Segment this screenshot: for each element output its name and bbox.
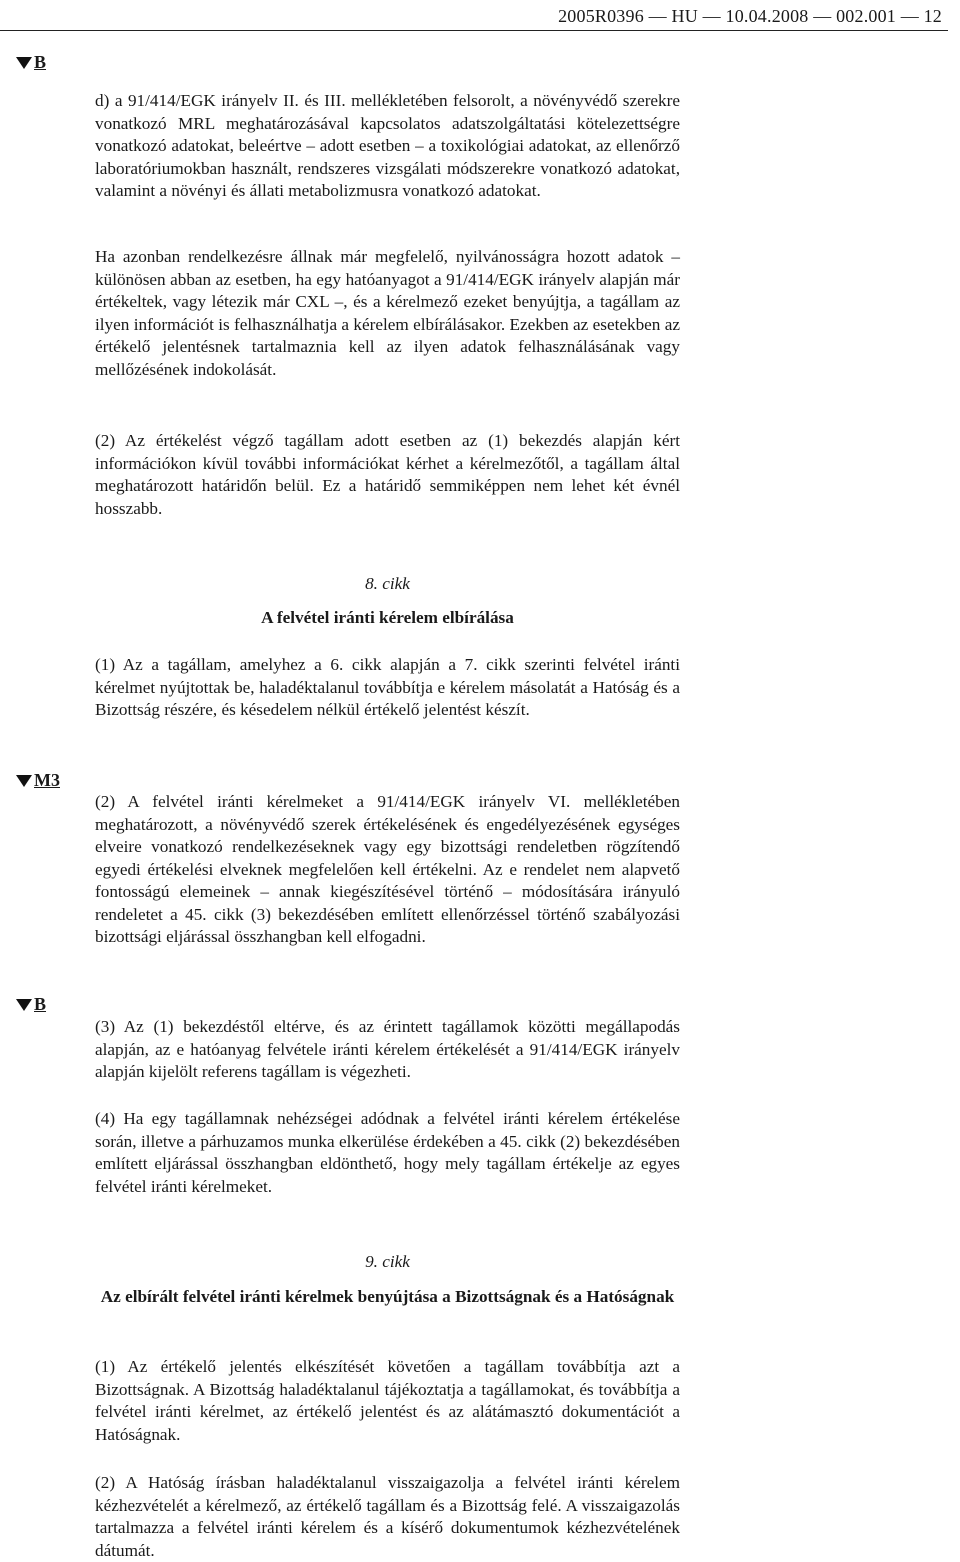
paragraph-8-2: (2) A felvétel iránti kérelmeket a 91/414/EGK irányelv VI. mellékletében meghatározott, a növényvédő szerek értékelésének és engedélyezésének egységes elveire vonatkozó rendelkezéseknek vagy egy bizottsági rendeletben rögzítendő egyedi értékelési elveknek megfelelően kell értékelni. Az e rendelet nem alapvető fontosságú elemeinek – annak kiegészítésével történő – módosítására irányuló rendeletet a 45. cikk (3) bekezdésében említett ellenőrzéssel történő szabályozási bizottsági eljárással összhangban kell elfogadni.: [95, 792, 680, 946]
marker-code: M3: [34, 770, 60, 790]
paragraph-however: Ha azonban rendelkezésre állnak már megfelelő, nyilvánosságra hozott adatok – különösen abban az esetben, ha egy hatóanyagot a 91/414/EGK irányelv alapján már értékeltek, vagy létezik már CXL –, és a kérelmező ezeket benyújtja, a tagállam az ilyen információt is felhasználhatja a kérelem elbírálásakor. Ezekben az esetekben az értékelő jelentésnek tartalmaznia kell az ilyen adatok felhasználásának vagy mellőzésének indokolását.: [95, 247, 680, 379]
triangle-down-icon: [16, 999, 32, 1011]
amendment-marker-b: [16, 994, 46, 1015]
paragraph-8-3: (3) Az (1) bekezdéstől eltérve, és az érintett tagállamok közötti megállapodás alapján, az e hatóanyag felvétele iránti kérelem értékelését a 91/414/EGK irányelv alapján kijelölt referens tagállam is végezheti.: [95, 1017, 680, 1081]
article-9-title: Az elbírált felvétel iránti kérelmek benyújtása a Bizottságnak és a Hatóságnak: [100, 1287, 675, 1306]
paragraph-d: d) a 91/414/EGK irányelv II. és III. mellékletében felsorolt, a növényvédő szerekre vonatkozó MRL meghatározásával kapcsolatos adatszolgáltatási kötelezettségre vonatkozó adatokat, beleértve – adott esetben – a toxikológiai adatokat, az ellenőrző laboratóriumokban használt, rendszeres vizsgálati módszerekre vonatkozó adatokat, valamint a növényi és állati metabolizmusra vonatkozó adatokat.: [95, 91, 680, 200]
marker-code: B: [34, 994, 47, 1014]
paragraph-7-2: (2) Az értékelést végző tagállam adott esetben az (1) bekezdés alapján kért információkon kívül további információkat kérhet a kérelmezőtől, a tagállam által meghatározott határidőn belül. Ez a határidő semmiképpen nem lehet két évnél hosszabb.: [95, 431, 680, 518]
paragraph-8-1: (1) Az a tagállam, amelyhez a 6. cikk alapján a 7. cikk szerinti felvétel iránti kérelmet nyújtottak be, haladéktalanul továbbítja e kérelem másolatát a Hatóság és a Bizottság részére, és késedelem nélkül értékelő jelentést készít.: [95, 655, 680, 719]
paragraph-9-2: (2) A Hatóság írásban haladéktalanul visszaigazolja a felvétel iránti kérelem kézhezvételét a kérelmező, az értékelő tagállam és a Bizottság felé. A visszaigazolás tartalmazza a felvétel iránti kérelem és a kísérő dokumentumok kézhezvételének dátumát.: [95, 1473, 680, 1560]
amendment-marker-m3: [16, 770, 60, 791]
paragraph-9-1: (1) Az értékelő jelentés elkészítését követően a tagállam továbbítja azt a Bizottságnak. A Bizottság haladéktalanul tájékoztatja a tagállamokat, és továbbítja a felvétel iránti kérelmet, az értékelő jelentést és az alátámasztó dokumentációt a Hatóságnak.: [95, 1357, 680, 1444]
article-8-number: 8. cikk: [365, 574, 410, 593]
document-reference: 2005R0396 — HU — 10.04.2008 — 002.001 — 12: [558, 6, 942, 26]
article-8-title: A felvétel iránti kérelem elbírálása: [261, 608, 514, 627]
marker-code: B: [34, 52, 47, 72]
triangle-down-icon: [16, 775, 32, 787]
page-header: [0, 6, 948, 31]
triangle-down-icon: [16, 57, 32, 69]
amendment-marker-b: [16, 52, 46, 73]
article-9-number: 9. cikk: [365, 1252, 410, 1271]
paragraph-8-4: (4) Ha egy tagállamnak nehézségei adódnak a felvétel iránti kérelem értékelése során, illetve a párhuzamos munka elkerülése érdekében a 45. cikk (2) bekezdésében említett eljárással összhangban eldönthető, hogy mely tagállam értékelje az egyes felvétel iránti kérelmeket.: [95, 1109, 680, 1196]
